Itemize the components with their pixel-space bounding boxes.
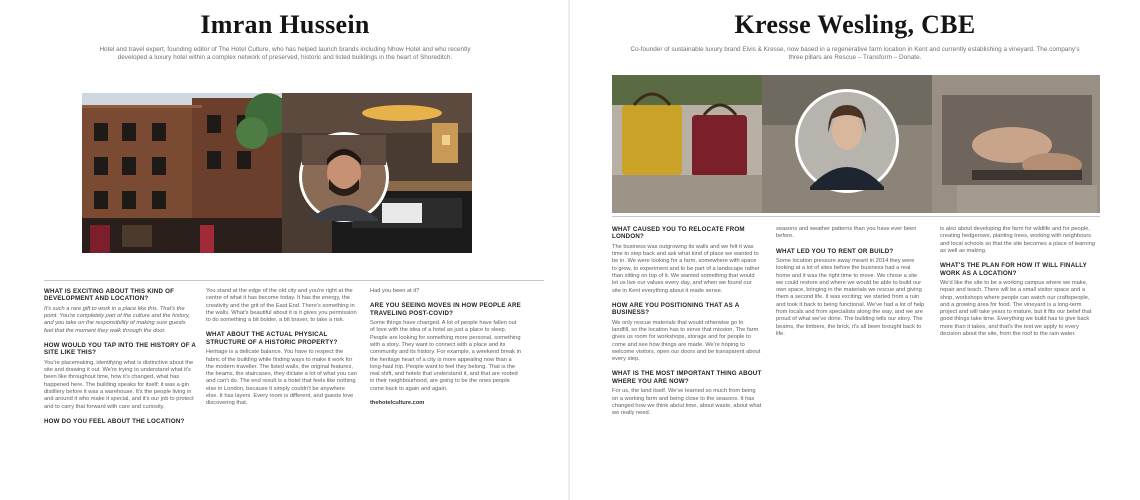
question-heading: ARE YOU SEEING MOVES IN HOW PEOPLE ARE TRAVELING POST-COVID? (370, 302, 521, 317)
question-heading: WHAT IS THE MOST IMPORTANT THING ABOUT WHERE YOU ARE NOW? (612, 370, 762, 385)
answer-text: We'd like the site to be a working campus where we make, repair and teach. There will be a small visitor space and a shop, workshops where people can watch our craftspeople, and a growing area for food. The vineyard is a long-term project and will take years to mature, but it fits our belief that good things take time. Everything we build has to give back more than it takes, and that's the test we apply to every decision about the site, from the roof to the rain water. (940, 280, 1092, 338)
column-left-1 (44, 288, 196, 428)
intro-left: Hotel and travel expert, founding editor of The Hotel Culture, who has helped launch brands including Nhow Hotel and who recently developed a luxury hotel within a complex network of preserved, historic and listed buildings in the heart of Shoreditch. (99, 46, 471, 62)
column-left-2 (206, 288, 358, 415)
question-heading: WHAT'S THE PLAN FOR HOW IT WILL FINALLY WORK AS A LOCATION? (940, 262, 1087, 277)
profile-name-left: Imran Hussein (200, 10, 370, 39)
answer-text: Heritage is a delicate balance. You have to respect the fabric of the building while finding ways to make it work for the modern traveller. The listed walls, the original features, the beams, the staircases, they dictate a lot of what you can and can't do. The end result is a hotel that feels like nothing else in London, because it simply couldn't be anywhere else. It has layers. Every room is different, and guests love discovering that. (206, 349, 357, 407)
answer-text: Some things have changed. A lot of people have fallen out of love with the idea of a hotel as just a place to sleep. People are looking for something more personal, something with a story. They want to connect with a place and its community and its history. For example, a weekend break in the heritage heart of a city is more appealing now than a long-haul trip. People want to feel they belong. That is the real shift, and hotels that understand it, and that are rooted in their neighbourhood, are going to be the ones people come back to again and again. (370, 320, 521, 392)
column-left-3 (370, 288, 522, 414)
question-heading: HOW WOULD YOU TAP INTO THE HISTORY OF A SITE LIKE THIS? (44, 342, 196, 357)
divider-left (44, 280, 544, 281)
answer-text: It's such a rare gift to work in a place like this. That's the point. You're completely part of the culture and the history, and you take on the responsibility of making sure guests feel that the moment they walk through the door. (44, 305, 190, 334)
column-right-1 (612, 226, 762, 424)
question-heading: HOW ARE YOU POSITIONING THAT AS A BUSINESS? (612, 301, 740, 317)
question-heading: WHAT CAUSED YOU TO RELOCATE FROM LONDON? (612, 226, 745, 241)
answer-text: Had you been at it? (370, 288, 420, 294)
column-right-2 (776, 226, 926, 345)
answer-text: You're placemaking, identifying what is distinctive about the site and drawing it out. We're trying to understand what it's been like throughout time, how it's changed, what has happened here. The building speaks for itself; it was a gin distillery before it was a warehouse. It's the people living in and around it who make it special, and it's our job to protect and to carry that forward with care and curiosity. (44, 359, 194, 410)
intro-right: Co-founder of sustainable luxury brand Elvis & Kresse, now based in a regenerative farm location in Kent and currently establishing a vineyard. The company's three pillars are Rescue – Transform – Donate. (630, 46, 1080, 62)
question-heading: HOW DO YOU FEEL ABOUT THE LOCATION? (44, 417, 185, 425)
answer-text: seasons and weather patterns than you have ever been before. (776, 226, 917, 240)
profile-name-right: Kresse Wesling, CBE (734, 10, 976, 39)
answer-text: The business was outgrowing its walls and we felt it was time to step back and ask what kind of place we wanted to be in. We were looking for a farm, somewhere with space to grow, to experiment and to be part of a landscape rather than sitting on top of it. We wanted something that would let us live our values every day, and when we found our site in Kent everything about it made sense. (612, 243, 760, 294)
hotel-collage-photo (82, 93, 472, 253)
question-heading: WHAT ABOUT THE ACTUAL PHYSICAL STRUCTURE OF A HISTORIC PROPERTY? (206, 331, 338, 346)
question-heading: WHAT IS EXCITING ABOUT THIS KIND OF DEVELOPMENT AND LOCATION? (44, 288, 175, 303)
answer-text: We only rescue materials that would otherwise go to landfill, so the location has to serve that mission. The farm gives us room for workshops, storage and for people to come and see how things are made. We're hoping to welcome visitors, open our doors and be transparent about every step. (612, 319, 761, 363)
column-right-3 (940, 226, 1095, 345)
answer-text: is also about developing the farm for wildlife and for people, creating hedgerows, planting trees, working with neighbours and local schools so that the site becomes a place of learning as well as making. (940, 226, 1095, 254)
answer-text: You stand at the edge of the old city and you're right at the centre of what it has become today. It has the energy, the creativity and the grit of the East End. There's something in the walls. What's beautiful about it is it gives you permission to do something a bit bolder, a bit braver, to take a risk. (206, 288, 357, 324)
question-heading: WHAT LED YOU TO RENT OR BUILD? (776, 247, 894, 255)
workshop-collage-photo (612, 75, 1100, 213)
answer-text: Some location pressure away meant in 2014 they were looking at a lot of sites before the business had a real home and it was the right time to move. We chose a site we could restore and where we would be able to build our own space, bringing in the materials we rescue and giving them a second life. It was exciting; we started from a ruin and took it back to being functional. We've had a lot of help from locals and from specialists along the way, and we are proud of what we've done. The building tells our story. The beams, the timbers, the brick, it's all been brought back to life. (776, 258, 925, 337)
divider-right (612, 216, 1100, 217)
website-credit: thehotelculture.com (370, 400, 425, 407)
right-page (570, 0, 1140, 500)
answer-text: For us, the land itself. We've learned so much from being on a working farm and being close to the seasons. It has changed how we think about time, about waste, about what we really need. (612, 388, 762, 417)
